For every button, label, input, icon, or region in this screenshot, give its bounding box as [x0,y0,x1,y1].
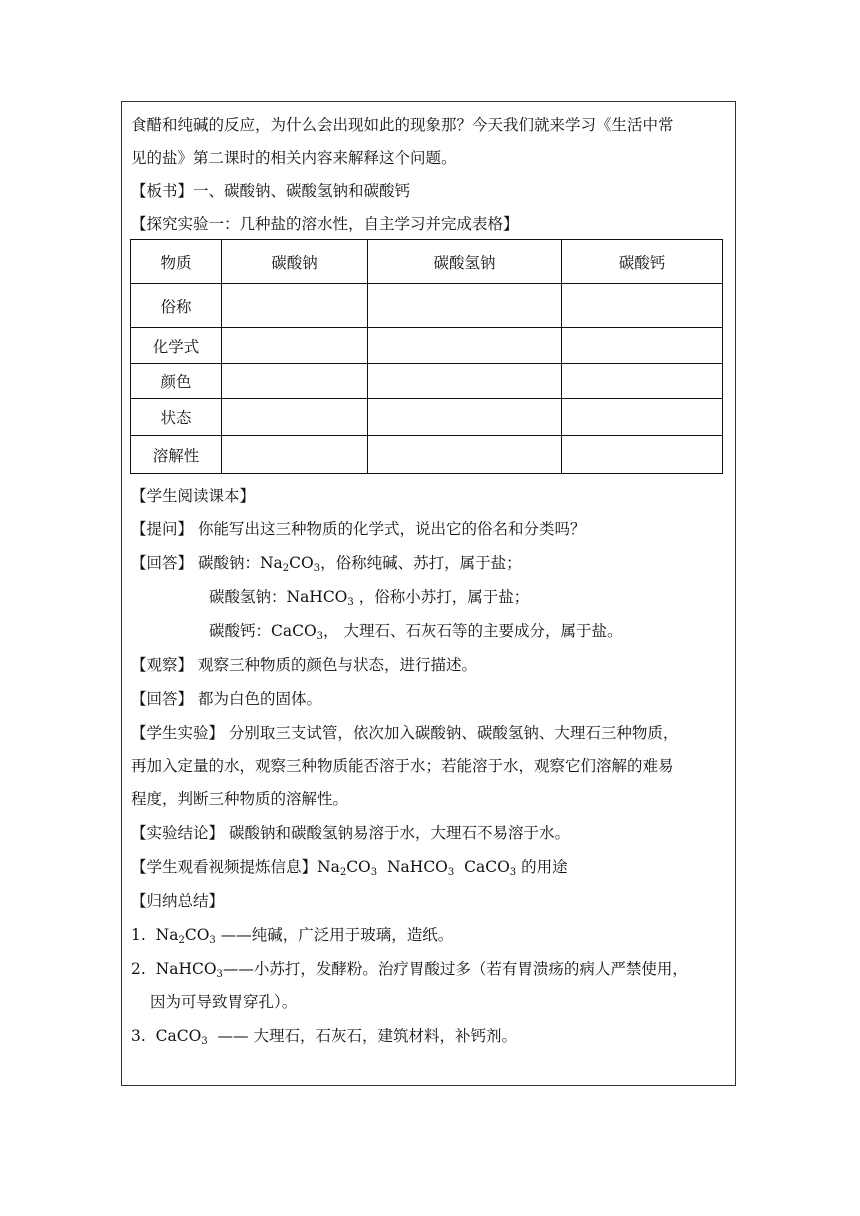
intro-line-2: 见的盐》第二课时的相关内容来解释这个问题。 [131,149,457,167]
nahco3-suffix: ，俗称小苏打，属于盐； [353,588,530,606]
answer2-line [131,689,322,709]
blank-cell[interactable] [562,328,723,364]
subscript: 3 [447,867,455,878]
blank-cell[interactable] [222,364,368,399]
item-text: ——小苏打，发酵粉。治疗胃酸过多（若有胃溃疡的病人严禁使用， [222,960,688,978]
board-heading: 【板书】一、碳酸钠、碳酸氢钠和碳酸钙 [131,182,411,200]
item-number: 1. [131,926,146,944]
table-row [131,284,723,328]
subscript: 2 [282,563,290,574]
na2co3-suffix: ，俗称纯碱、苏打，属于盐； [320,554,522,572]
blank-cell[interactable] [562,284,723,328]
video-line [131,857,568,877]
experiment-line-2: 再加入定量的水，观察三种物质能否溶于水；若能溶于水，观察它们溶解的难易 [131,757,674,775]
formula-part: CO [184,926,210,944]
blank-cell[interactable] [368,436,562,474]
intro-line-1: 食醋和纯碱的反应，为什么会出现如此的现象那？今天我们就来学习《生活中常 [131,116,674,134]
salt-table [130,239,723,474]
blank-cell[interactable] [222,284,368,328]
explore-heading: 【探究实验一：几种盐的溶水性，自主学习并完成表格】 [131,215,519,233]
subscript: 3 [509,867,517,878]
table-header-cell: 物质 [131,240,222,284]
answer-tag: 【回答】 [131,690,194,708]
conclusion-tag: 【实验结论】 [131,824,225,842]
answer-line-na2co3 [131,553,522,573]
answer-line-nahco3 [209,587,529,607]
blank-cell[interactable] [222,328,368,364]
blank-cell[interactable] [562,399,723,436]
summary-item-1 [131,925,453,945]
item-number: 3. [131,1027,146,1045]
formula-part: NaHCO [155,960,217,978]
experiment-line-3: 程度，判断三种物质的溶解性。 [131,790,349,808]
subscript: 3 [209,935,216,946]
read-heading: 【学生阅读课本】 [131,487,256,505]
conclusion-line [131,823,570,843]
observe-line [131,655,477,675]
blank-cell[interactable] [222,399,368,436]
observe-tag: 【观察】 [131,656,194,674]
row-label: 俗称 [131,284,222,328]
table-row [131,436,723,474]
subscript: 3 [347,597,354,608]
item-number: 2. [131,960,146,978]
question-tag: 【提问】 [131,520,194,538]
subscript: 3 [216,969,223,980]
summary-item-2-continued: 因为可导致胃穿孔）。 [150,993,298,1011]
blank-cell[interactable] [562,364,723,399]
row-label: 化学式 [131,328,222,364]
subscript: 2 [339,867,347,878]
question-line [131,519,585,539]
item-text: —— 大理石，石灰石，建筑材料，补钙剂。 [207,1027,517,1045]
answer-line-caco3 [209,621,622,641]
subscript: 3 [370,867,378,878]
video-suffix: 的用途 [516,858,568,876]
table-header-cell: 碳酸钠 [222,240,368,284]
formula-part: CaCO [155,1027,202,1045]
formula-part: CO [346,858,371,876]
blank-cell[interactable] [562,436,723,474]
table-row [131,364,723,399]
na2co3-prefix: 碳酸钠：Na [197,554,283,572]
conclusion-text: 碳酸钠和碳酸氢钠易溶于水，大理石不易溶于水。 [228,824,570,842]
formula-part: NaHCO [377,858,448,876]
subscript: 3 [313,563,321,574]
caco3-suffix: ， 大理石、石灰石等的主要成分，属于盐。 [323,622,623,640]
blank-cell[interactable] [222,436,368,474]
item-text: ——纯碱，广泛用于玻璃，造纸。 [215,926,454,944]
observe-text: 观察三种物质的颜色与状态，进行描述。 [197,656,477,674]
formula-part: Na [155,926,179,944]
summary-title: 【归纳总结】 [131,892,225,910]
video-prefix: 【学生观看视频提炼信息】Na [131,858,340,876]
table-row [131,328,723,364]
summary-item-2 [131,959,688,979]
caco3-prefix: 碳酸钙：CaCO [209,622,317,640]
blank-cell[interactable] [368,399,562,436]
answer2-text: 都为白色的固体。 [197,690,322,708]
row-label: 溶解性 [131,436,222,474]
subscript: 3 [201,1036,208,1047]
na2co3-mid: CO [289,554,314,572]
formula-part: CaCO [454,858,510,876]
table-header-cell: 碳酸钙 [562,240,723,284]
blank-cell[interactable] [368,328,562,364]
question-text: 你能写出这三种物质的化学式，说出它的俗名和分类吗？ [197,520,586,538]
row-label: 颜色 [131,364,222,399]
subscript: 3 [316,631,324,642]
table-row [131,399,723,436]
blank-cell[interactable] [368,364,562,399]
experiment-line-1: 【学生实验】 分别取三支试管，依次加入碳酸钠、碳酸氢钠、大理石三种物质， [131,724,679,742]
summary-item-3 [131,1026,517,1046]
row-label: 状态 [131,399,222,436]
nahco3-prefix: 碳酸氢钠：NaHCO [209,588,348,606]
answer-tag: 【回答】 [131,554,194,572]
subscript: 2 [178,935,185,946]
table-header-cell: 碳酸氢钠 [368,240,562,284]
blank-cell[interactable] [368,284,562,328]
table-header-row [131,240,723,284]
